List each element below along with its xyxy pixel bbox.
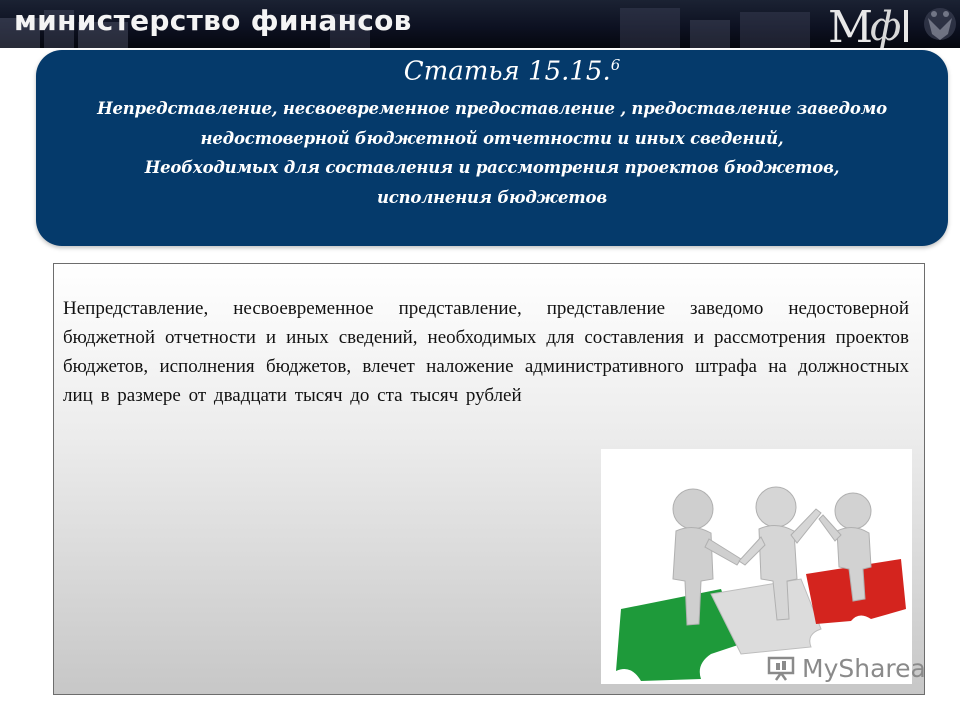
article-subtitle: [56, 94, 928, 212]
article-title-text: Статья 15.15.: [403, 56, 611, 87]
subtitle-line: Необходимых для составления и рассмотрения проектов бюджетов,: [144, 158, 840, 177]
subtitle-line: исполнения бюджетов: [376, 187, 607, 207]
puzzle-people-illustration: [601, 449, 926, 684]
article-banner: [36, 50, 948, 246]
svg-text:М: М: [828, 2, 874, 48]
double-eagle-emblem-icon: [924, 8, 956, 40]
watermark: [766, 653, 926, 683]
ministry-logo: [822, 0, 960, 48]
article-title: [36, 56, 948, 87]
subtitle-line: Непредставление, несвоевременное предоставление , предоставление заведомо: [97, 99, 887, 118]
content-panel: [53, 263, 925, 695]
svg-text:ф: ф: [870, 4, 902, 48]
article-body-text: Непредставление, несвоевременное представление, представление заведомо недостоверной бюджетной отчетности и иных сведений, необходимых для составления и рассмотрения проектов бюджетов, исполнения бюджетов, влечет наложение административного штрафа на должностных лиц в размере от двадцати тысяч до ста тысяч рублей: [63, 298, 909, 406]
puzzle-people-image: [601, 449, 912, 684]
ministry-name: министерство финансов: [14, 4, 412, 37]
subtitle-line: недостоверной бюджетной отчетности и иных сведений,: [200, 128, 784, 148]
header-bar: [0, 0, 960, 48]
presentation-board-icon: [766, 655, 796, 681]
article-title-superscript: 6: [610, 56, 621, 74]
watermark-text: MySharea: [802, 653, 926, 683]
